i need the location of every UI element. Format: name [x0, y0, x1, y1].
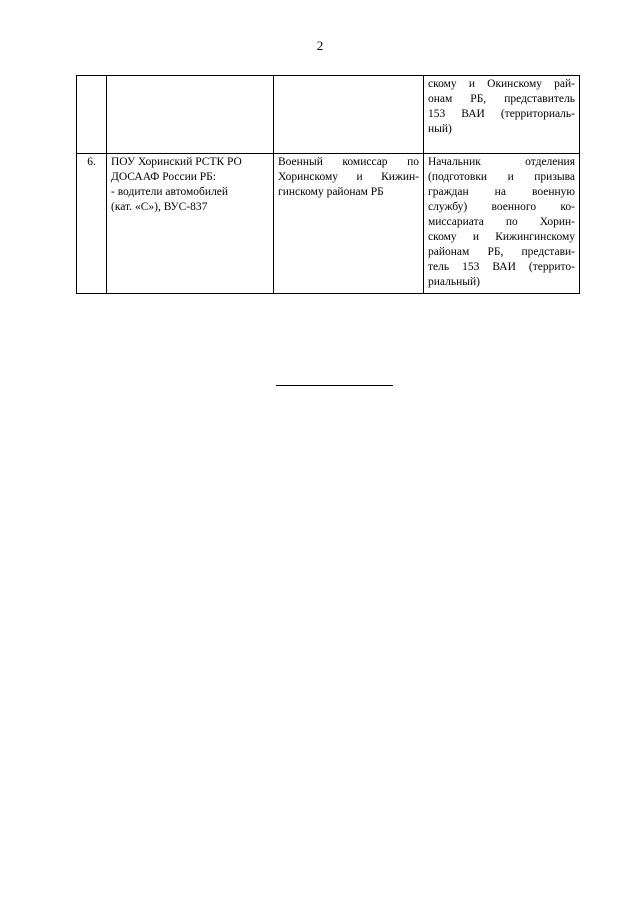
table-row	[77, 76, 580, 154]
member-line: риальный)	[428, 276, 480, 288]
member-line: ный)	[428, 123, 452, 135]
member-cell	[424, 154, 580, 294]
chairman-line: Военный комиссар по	[278, 156, 419, 168]
organization-line: ПОУ Хоринский РСТК РО	[111, 156, 242, 168]
row-number-cell	[77, 76, 107, 154]
organization-line: ДОСААФ России РБ:	[111, 171, 216, 183]
member-line: (подготовки и призыва	[428, 171, 575, 183]
row-number-cell	[77, 154, 107, 294]
row-number: 6.	[87, 156, 96, 168]
member-line: тель 153 ВАИ (террито-	[428, 261, 575, 273]
chairman-cell	[274, 154, 424, 294]
page-number: 2	[316, 38, 324, 53]
member-cell	[424, 76, 580, 154]
organization-line: - водители автомобилей	[111, 186, 229, 198]
member-line: онам РБ, представитель	[428, 93, 575, 105]
member-line: службу) военного ко-	[428, 201, 575, 213]
organization-line: (кат. «С»), ВУС-837	[111, 201, 208, 213]
member-line: скому и Кижингинскому	[428, 231, 575, 243]
chairman-line: Хоринскому и Кижин-	[278, 171, 419, 183]
table-row	[77, 154, 580, 294]
member-line: миссариата по Хорин-	[428, 216, 575, 228]
chairman-line: гинскому районам РБ	[278, 186, 384, 198]
member-line: скому и Окинскому рай-	[428, 78, 575, 90]
member-line: районам РБ, представи-	[428, 246, 575, 258]
member-line: Начальник отделения	[428, 156, 575, 168]
commission-table	[76, 75, 580, 294]
member-line: граждан на военную	[428, 186, 575, 198]
organization-cell	[107, 76, 274, 154]
end-of-list-rule	[276, 385, 393, 386]
member-line: 153 ВАИ (территориаль-	[428, 108, 575, 120]
chairman-cell	[274, 76, 424, 154]
organization-cell	[107, 154, 274, 294]
